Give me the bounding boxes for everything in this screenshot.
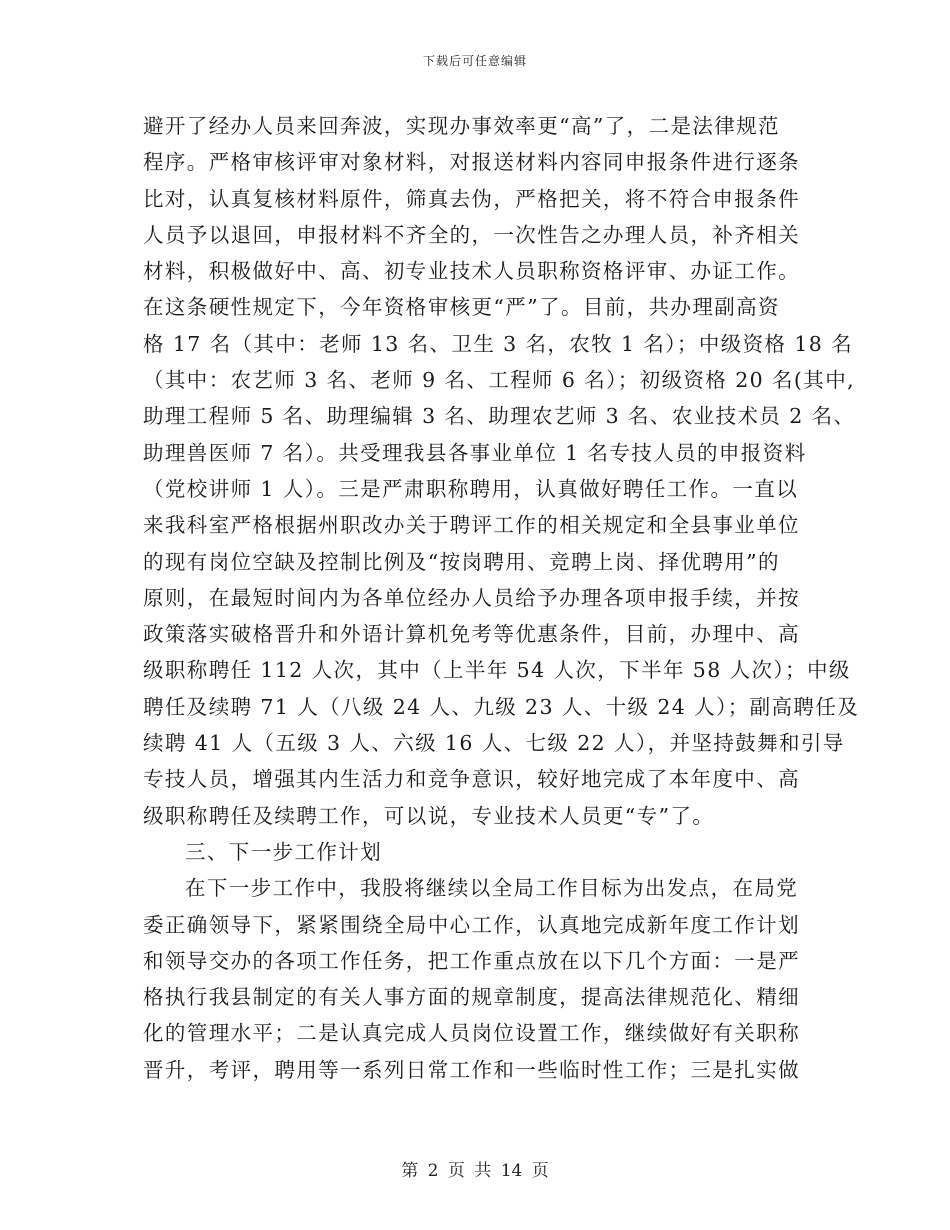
text-line: 续聘 41 人（五级 3 人、六级 16 人、七级 22 人），并坚持鼓舞和引导 <box>143 731 845 756</box>
text-line: 人员予以退回，申报材料不齐全的，一次性告之办理人员，补齐相关 <box>143 222 800 247</box>
text-line: 级职称聘任 112 人次，其中（上半年 54 人次，下半年 58 人次）；中级 <box>143 658 851 683</box>
text-line: （其中：农艺师 3 名、老师 9 名、工程师 6 名）；初级资格 20 名(其中, <box>143 368 856 393</box>
text-line: 的现有岗位空缺及控制比例及“按岗聘用、竞聘上岗、择优聘用”的 <box>143 549 780 574</box>
text-line: 在这条硬性规定下，今年资格审核更“严”了。目前，共办理副高资 <box>143 295 780 320</box>
text-line: 格 17 名（其中：老师 13 名、卫生 3 名，农牧 1 名）；中级资格 18 名 <box>143 331 854 356</box>
text-line: 比对，认真复核材料原件，筛真去伪，严格把关，将不符合申报条件 <box>143 186 800 211</box>
page-header: 下载后可任意编辑 <box>422 54 527 68</box>
text-line: 程序。严格审核评审对象材料，对报送材料内容同申报条件进行逐条 <box>143 150 800 175</box>
section-heading: 三、下一步工作计划 <box>185 839 383 864</box>
text-line: 晋升，考评，聘用等一系列日常工作和一些临时性工作；三是扎实做 <box>143 1057 800 1082</box>
text-line: 专技人员，增强其内生活力和竞争意识，较好地完成了本年度中、高 <box>143 767 800 792</box>
text-line: 避开了经办人员来回奔波，实现办事效率更“高”了，二是法律规范 <box>143 114 780 138</box>
text-line: 政策落实破格晋升和外语计算机免考等优惠条件，目前，办理中、高 <box>143 622 800 647</box>
text-line: 原则，在最短时间内为各单位经办人员给予办理各项申报手续，并按 <box>143 585 800 610</box>
text-line: 级职称聘任及续聘工作，可以说，专业技术人员更“专”了。 <box>143 803 715 828</box>
text-line: 委正确领导下，紧紧围绕全局中心工作，认真地完成新年度工作计划 <box>143 912 800 937</box>
text-line: 聘任及续聘 71 人（八级 24 人、九级 23 人、十级 24 人）；副高聘任及 <box>143 694 860 719</box>
text-line: 和领导交办的各项工作任务，把工作重点放在以下几个方面：一是严 <box>143 948 800 973</box>
text-line: 格执行我县制定的有关人事方面的规章制度，提高法律规范化、精细 <box>143 985 800 1010</box>
document-body <box>143 108 860 1088</box>
page-footer: 第 2 页 共 14 页 <box>401 1161 549 1181</box>
text-line: （党校讲师 1 人）。三是严肃职称聘用，认真做好聘任工作。一直以 <box>143 476 799 501</box>
text-line: 化的管理水平；二是认真完成人员岗位设置工作，继续做好有关职称 <box>143 1021 800 1046</box>
text-line: 在下一步工作中，我股将继续以全局工作目标为出发点，在局党 <box>185 876 799 901</box>
text-line: 来我科室严格根据州职改办关于聘评工作的相关规定和全县事业单位 <box>143 513 800 538</box>
text-line: 助理工程师 5 名、助理编辑 3 名、助理农艺师 3 名、农业技术员 2 名、 <box>143 404 856 429</box>
text-line: 助理兽医师 7 名）。共受理我县各事业单位 1 名专技人员的申报资料 <box>143 440 807 465</box>
text-line: 材料，积极做好中、高、初专业技术人员职称资格评审、办证工作。 <box>143 259 800 284</box>
